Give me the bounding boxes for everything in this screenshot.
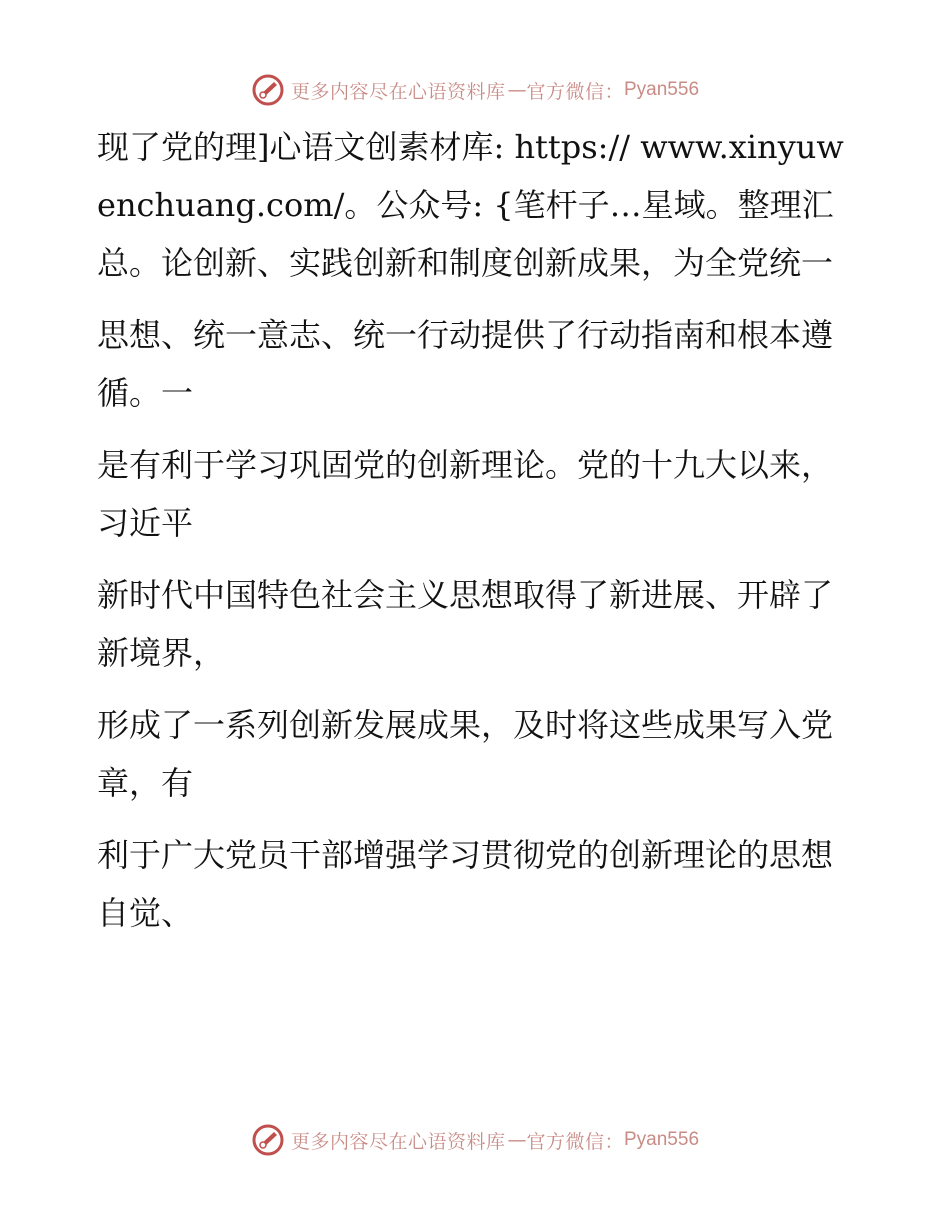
paragraph-1: 现了党的理]心语文创素材库: https:// www.xinyuwenchuang.com/。公众号: {笔杆子…星域。整理汇总。论创新、实践创新和制度创新成果，为全党统一 [97,128,844,282]
watermark-separator: — [507,1129,527,1151]
watermark-wechat-label: 官方微信： [526,1130,624,1153]
document-body [97,118,857,956]
watermark-separator: — [507,79,527,101]
watermark-wechat-label: 官方微信： [526,80,624,103]
paragraph-6: 利于广大党员干部增强学习贯彻党的创新理论的思想自觉、 [97,836,834,932]
watermark-wechat-id: Pyan556 [624,79,700,100]
header-watermark [0,70,950,110]
watermark-prefix: 更多内容尽在心语资料库 [290,1130,506,1153]
seal-logo-icon [251,73,285,107]
watermark-wechat-id: Pyan556 [624,1129,700,1150]
seal-logo-icon [251,1123,285,1157]
paragraph-5: 形成了一系列创新发展成果，及时将这些成果写入党章，有 [97,706,834,802]
paragraph-4: 新时代中国特色社会主义思想取得了新进展、开辟了新境界， [97,576,834,672]
footer-watermark [0,1120,950,1160]
paragraph-3: 是有利于学习巩固党的创新理论。党的十九大以来，习近平 [97,446,834,542]
watermark-prefix: 更多内容尽在心语资料库 [290,80,506,103]
paragraph-2: 思想、统一意志、统一行动提供了行动指南和根本遵循。一 [97,316,834,412]
